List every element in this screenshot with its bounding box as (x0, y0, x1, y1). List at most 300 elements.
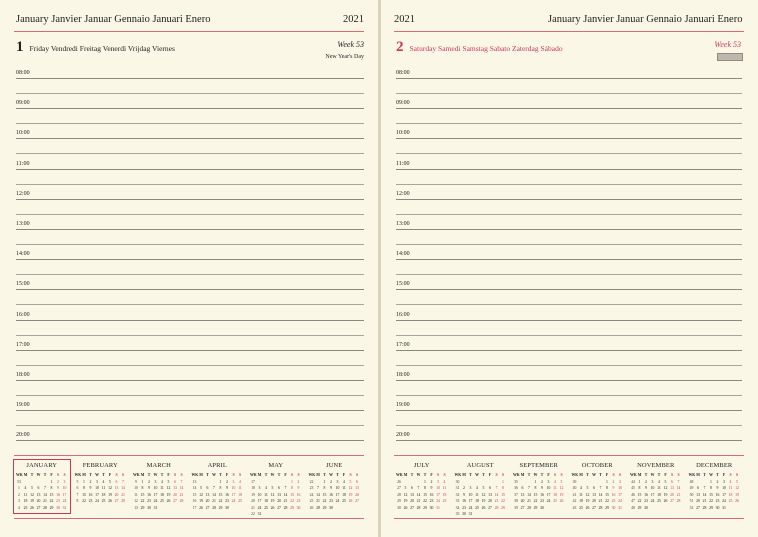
time-label: 11:00 (396, 160, 410, 167)
day-cell: 6 (174, 479, 176, 484)
weekday-header: S (290, 473, 294, 477)
weekday-header: M (403, 473, 408, 477)
day-cell: 13 (410, 492, 414, 497)
day-cell (487, 511, 493, 518)
day-cell (494, 511, 500, 518)
day-cell: 27 (670, 499, 674, 503)
day-cell (276, 511, 282, 518)
day-cell: 20 (670, 492, 674, 497)
day-cell: 11 (657, 486, 661, 490)
time-slot (396, 130, 742, 156)
day-cell: 19 (403, 499, 408, 503)
day-cell: 6 (37, 486, 40, 490)
day-cell: 16 (88, 492, 93, 497)
weekday-header: M (520, 473, 525, 477)
week-number-cell: 13 (192, 479, 197, 484)
day-cell: 27 (173, 499, 177, 503)
day-cell: 29 (501, 505, 505, 510)
weekday-header: S (501, 473, 505, 477)
week-number-cell: 45 (631, 486, 635, 490)
day-cell: 8 (606, 486, 608, 490)
day-cell (237, 505, 243, 512)
day-cell: 26 (735, 499, 739, 503)
day-cell: 5 (349, 479, 352, 484)
day-cell: 17 (618, 492, 622, 497)
day-cell: 22 (605, 499, 609, 503)
day-cell: 2 (612, 479, 615, 484)
time-slot (16, 70, 364, 96)
week-number-cell: 52 (689, 505, 694, 510)
weekday-header: WK (454, 473, 462, 477)
day-cell: 1 (291, 479, 293, 484)
day-cell: 27 (696, 505, 700, 510)
time-label: 10:00 (16, 130, 30, 137)
day-cell: 26 (348, 499, 353, 503)
week-number: Week 53 (714, 40, 741, 49)
day-cell: 10 (468, 492, 473, 497)
day-cell: 12 (585, 492, 590, 497)
day-cell: 9 (89, 486, 92, 490)
time-slot (16, 191, 364, 217)
day-cell: 24 (618, 499, 622, 503)
month-name: JUNE (326, 462, 343, 469)
day-cell: 24 (257, 505, 262, 510)
weekday-header: F (284, 473, 287, 477)
month-name: JULY (413, 462, 430, 469)
week-number-cell: 35 (514, 479, 518, 484)
weekday-header: F (342, 473, 346, 477)
day-cell: 19 (481, 499, 486, 503)
day-cell: 5 (736, 479, 738, 484)
day-cell: 28 (598, 505, 603, 510)
month-name: FEBRUARY (82, 462, 118, 469)
weekday-header: WK (16, 473, 23, 477)
weekday-header: F (547, 473, 550, 477)
day-cell: 23 (329, 499, 333, 503)
day-cell: 21 (676, 492, 681, 497)
week-number-cell: 22 (251, 512, 255, 516)
weekday-header: WK (513, 473, 520, 477)
month-name: SEPTEMBER (519, 462, 558, 469)
day-cell: 21 (43, 499, 47, 503)
time-label: 15:00 (16, 281, 30, 288)
day-cell: 13 (277, 492, 281, 497)
day-cell: 6 (521, 486, 524, 490)
day-cell: 7 (599, 486, 602, 490)
day-cell: 6 (206, 486, 209, 490)
time-slot (396, 402, 742, 428)
day-cell (656, 505, 662, 512)
day-cell: 30 (56, 505, 60, 510)
day-cell (650, 505, 656, 512)
week-number-cell: 38 (514, 499, 518, 503)
hour-rule (16, 289, 364, 290)
weekday-header: S (56, 473, 60, 477)
day-cell (500, 511, 506, 518)
day-cell: 29 (290, 505, 294, 510)
mini-month-april (192, 462, 244, 511)
day-cell: 7 (417, 486, 420, 490)
weekday-header: T (336, 473, 339, 477)
day-cell (335, 505, 341, 512)
day-cell: 20 (410, 499, 414, 503)
weekday-header: M (199, 473, 203, 477)
month-names-header: January Janvier Januar Gennaio Januari Enero (16, 14, 211, 25)
day-cell: 29 (49, 505, 54, 510)
weekday-header: S (349, 473, 352, 477)
moon-phase-badge (717, 53, 743, 61)
day-cell: 22 (423, 499, 427, 503)
day-cell: 4 (161, 479, 163, 484)
day-cell: 21 (121, 492, 125, 497)
time-label: 20:00 (16, 432, 30, 439)
day-cell: 5 (404, 486, 407, 490)
month-name: NOVEMBER (637, 462, 675, 469)
mini-month-october (572, 462, 624, 511)
day-cell: 28 (676, 499, 681, 503)
day-cell (296, 511, 302, 518)
weekday-header: S (180, 473, 183, 477)
day-cell: 15 (423, 492, 427, 497)
half-hour-rule (396, 425, 742, 426)
time-label: 17:00 (396, 341, 410, 348)
time-slot (396, 312, 742, 338)
day-cell: 3 (336, 479, 339, 484)
day-cell (728, 505, 734, 512)
month-day-grid (133, 472, 185, 511)
half-hour-rule (16, 335, 364, 336)
day-cell: 2 (226, 479, 228, 484)
day-cell: 19 (199, 499, 203, 503)
day-cell: 18 (657, 492, 661, 497)
weekday-header: W (95, 473, 99, 477)
week-number-cell: 28 (397, 492, 401, 497)
month-day-grid (16, 472, 68, 511)
day-cell: 26 (481, 505, 486, 510)
day-cell: 15 (637, 492, 642, 497)
day-cell: 19 (348, 492, 353, 497)
day-cell: 13 (205, 492, 210, 497)
day-cell: 30 (715, 505, 720, 510)
mini-month-january (16, 462, 68, 511)
weekday-header: W (212, 473, 216, 477)
time-slot (396, 221, 742, 247)
weekday-header: T (264, 473, 268, 477)
week-number-cell: 53 (17, 479, 21, 484)
time-label: 19:00 (396, 402, 410, 409)
day-cell: 17 (95, 492, 99, 497)
day-cell: 27 (114, 499, 119, 503)
day-cell: 27 (592, 505, 596, 510)
day-cell: 20 (488, 499, 492, 503)
weekday-header: T (410, 473, 414, 477)
time-label: 14:00 (16, 251, 30, 258)
weekday-header: F (430, 473, 433, 477)
day-cell: 23 (715, 499, 720, 503)
day-cell: 25 (101, 499, 106, 503)
weekday-header: W (329, 473, 333, 477)
weekday-header: S (618, 473, 622, 477)
day-cell (546, 505, 552, 512)
week-number-cell: 39 (572, 479, 577, 484)
calendar-rule-top (394, 455, 744, 456)
day-cell: 4 (265, 486, 267, 490)
week-number-cell: 37 (514, 492, 518, 497)
week-number-cell: 50 (689, 492, 694, 497)
calendar-rule-bottom (14, 518, 364, 519)
day-cell: 8 (83, 486, 85, 490)
calendar-rule-top (14, 455, 364, 456)
day-cell: 24 (468, 505, 473, 510)
day-cell: 24 (95, 499, 99, 503)
day-cell: 21 (316, 499, 320, 503)
day-cell: 12 (166, 486, 171, 490)
day-cell: 31 (468, 512, 473, 516)
week-number-cell: 15 (192, 492, 197, 497)
day-cell: 25 (553, 499, 557, 503)
half-hour-rule (396, 365, 742, 366)
day-cell: 14 (283, 492, 288, 497)
day-cell: 22 (637, 499, 642, 503)
day-cell: 25 (442, 499, 447, 503)
day-cell: 17 (231, 492, 236, 497)
day-cell: 6 (411, 486, 413, 490)
day-cell: 26 (108, 499, 112, 503)
day-cell: 20 (173, 492, 177, 497)
day-cell: 3 (96, 479, 98, 484)
day-cell: 28 (494, 505, 499, 510)
half-hour-rule (16, 244, 364, 245)
day-cell: 7 (44, 486, 46, 490)
day-cell: 30 (147, 505, 151, 510)
time-label: 13:00 (396, 221, 410, 227)
day-cell: 18 (238, 492, 242, 497)
day-cell: 11 (101, 486, 106, 490)
month-name: MARCH (146, 462, 171, 469)
day-cell: 9 (541, 486, 543, 490)
day-cell: 31 (436, 505, 440, 510)
half-hour-rule (396, 395, 742, 396)
weekday-header: W (36, 473, 41, 477)
time-label: 12:00 (16, 190, 30, 197)
week-number-cell: 23 (309, 486, 314, 490)
day-cell: 10 (257, 492, 262, 497)
week-number-cell: 35 (455, 512, 460, 516)
hour-rule (16, 138, 364, 139)
time-label: 12:00 (396, 190, 410, 197)
day-cell (166, 505, 172, 512)
day-number: 2 (396, 39, 404, 55)
week-number-cell: 22 (309, 479, 314, 484)
day-cell: 18 (579, 499, 583, 503)
day-cell: 28 (212, 505, 216, 510)
day-cell: 9 (330, 486, 332, 490)
day-cell: 19 (166, 492, 171, 497)
day-cell: 18 (160, 492, 164, 497)
week-number-cell: 34 (455, 505, 460, 510)
day-cell: 25 (342, 499, 346, 503)
day-cell (734, 505, 740, 512)
time-slot (396, 372, 742, 398)
day-cell: 11 (23, 492, 28, 497)
day-cell: 14 (416, 492, 421, 497)
day-cell: 11 (442, 486, 447, 490)
day-cell: 4 (343, 479, 345, 484)
week-number-cell: 12 (134, 499, 138, 503)
day-cell: 21 (527, 499, 531, 503)
day-cell: 2 (645, 479, 647, 484)
weekday-header: WK (250, 473, 257, 477)
year-label: 2021 (394, 14, 415, 25)
weekday-header: S (612, 473, 615, 477)
day-cell: 23 (88, 499, 93, 503)
month-name: MAY (268, 462, 284, 469)
week-number-cell: 5 (76, 479, 79, 484)
day-cell: 5 (560, 479, 563, 484)
mini-month-may (250, 462, 302, 518)
day-cell: 28 (43, 505, 47, 510)
day-cell: 8 (219, 486, 222, 490)
hour-rule (396, 229, 742, 230)
weekday-header: M (82, 473, 86, 477)
day-cell: 16 (644, 492, 648, 497)
weekday-header: WK (191, 473, 199, 477)
time-slot (16, 130, 364, 156)
week-number-cell: 19 (251, 492, 255, 497)
weekday-header: S (729, 473, 732, 477)
day-cell: 19 (735, 492, 739, 497)
day-cell: 14 (179, 486, 184, 490)
day-cell (676, 505, 682, 512)
hour-rule (396, 199, 742, 200)
day-cell: 17 (153, 492, 158, 497)
day-cell: 13 (355, 486, 359, 490)
day-cell: 23 (56, 499, 60, 503)
left-page (0, 0, 378, 537)
day-cell: 16 (296, 492, 301, 497)
day-cell: 16 (147, 492, 151, 497)
day-cell: 12 (481, 492, 486, 497)
day-cell: 21 (702, 499, 707, 503)
day-cell: 16 (225, 492, 229, 497)
day-cell: 31 (722, 505, 726, 510)
day-cell: 4 (729, 479, 732, 484)
time-slot (396, 191, 742, 217)
day-cell: 30 (611, 505, 616, 510)
day-cell: 10 (722, 486, 726, 490)
day-cell: 15 (533, 492, 538, 497)
day-cell: 1 (534, 479, 537, 484)
weekday-header: W (153, 473, 158, 477)
day-cell: 12 (559, 486, 564, 490)
hour-rule (396, 138, 742, 139)
day-cell (270, 511, 276, 518)
hour-rule (396, 259, 742, 260)
day-cell: 23 (540, 499, 544, 503)
hour-rule (16, 380, 364, 381)
weekday-header: W (533, 473, 538, 477)
day-cell: 14 (702, 492, 707, 497)
day-cell: 5 (167, 479, 170, 484)
day-cell: 10 (546, 486, 551, 490)
day-cell: 1 (606, 479, 608, 484)
day-cell: 5 (31, 486, 33, 490)
day-cell: 15 (322, 492, 327, 497)
time-slot (396, 70, 742, 96)
weekday-header: F (664, 473, 667, 477)
month-name: APRIL (207, 462, 227, 469)
day-cell: 11 (342, 486, 346, 490)
day-cell: 18 (728, 492, 733, 497)
half-hour-rule (396, 184, 742, 185)
day-cell: 20 (355, 492, 359, 497)
day-cell: 27 (36, 505, 41, 510)
mini-month-august (455, 462, 507, 518)
week-number-cell: 3 (18, 499, 20, 503)
day-cell: 31 (257, 512, 262, 516)
day-cell: 8 (323, 486, 326, 490)
day-cell: 11 (160, 486, 164, 490)
weekday-header: T (30, 473, 34, 477)
weekday-header: T (206, 473, 209, 477)
weekday-header: T (540, 473, 544, 477)
day-cell: 6 (671, 479, 673, 484)
week-number-cell: 36 (514, 486, 518, 490)
day-cell: 15 (140, 492, 145, 497)
day-cell: 10 (618, 486, 622, 490)
day-cell (663, 505, 669, 512)
week-number: Week 53 (337, 40, 364, 49)
weekday-header: WK (630, 473, 637, 477)
week-number-cell: 2 (18, 492, 20, 497)
weekday-header: WK (308, 473, 316, 477)
day-cell: 7 (528, 486, 530, 490)
day-cell: 2 (330, 479, 332, 484)
weekday-header: F (488, 473, 492, 477)
week-number-cell: 25 (309, 499, 314, 503)
day-cell: 23 (225, 499, 229, 503)
day-cell: 13 (114, 486, 119, 490)
day-cell: 30 (429, 505, 434, 510)
day-cell: 7 (703, 486, 706, 490)
hour-rule (396, 440, 742, 441)
day-cell: 26 (270, 505, 275, 510)
time-slot (16, 281, 364, 307)
day-cell: 4 (24, 486, 27, 490)
day-cell: 22 (501, 499, 505, 503)
day-cell: 7 (495, 486, 498, 490)
day-cell: 17 (436, 492, 440, 497)
weekday-header: F (722, 473, 726, 477)
day-cell: 19 (30, 499, 34, 503)
day-cell: 7 (677, 479, 680, 484)
half-hour-rule (16, 395, 364, 396)
day-cell: 7 (180, 479, 183, 484)
time-label: 20:00 (396, 432, 410, 439)
day-cell: 6 (489, 486, 491, 490)
day-cell: 12 (348, 486, 353, 490)
week-number-cell: 24 (309, 492, 314, 497)
weekday-header: T (469, 473, 472, 477)
weekday-header: T (716, 473, 719, 477)
day-cell: 8 (710, 486, 712, 490)
weekday-header: F (225, 473, 229, 477)
month-name: AUGUST (466, 462, 494, 469)
day-cell: 29 (322, 505, 327, 510)
month-day-grid (75, 472, 127, 505)
half-hour-rule (16, 274, 364, 275)
weekday-header: S (677, 473, 680, 477)
